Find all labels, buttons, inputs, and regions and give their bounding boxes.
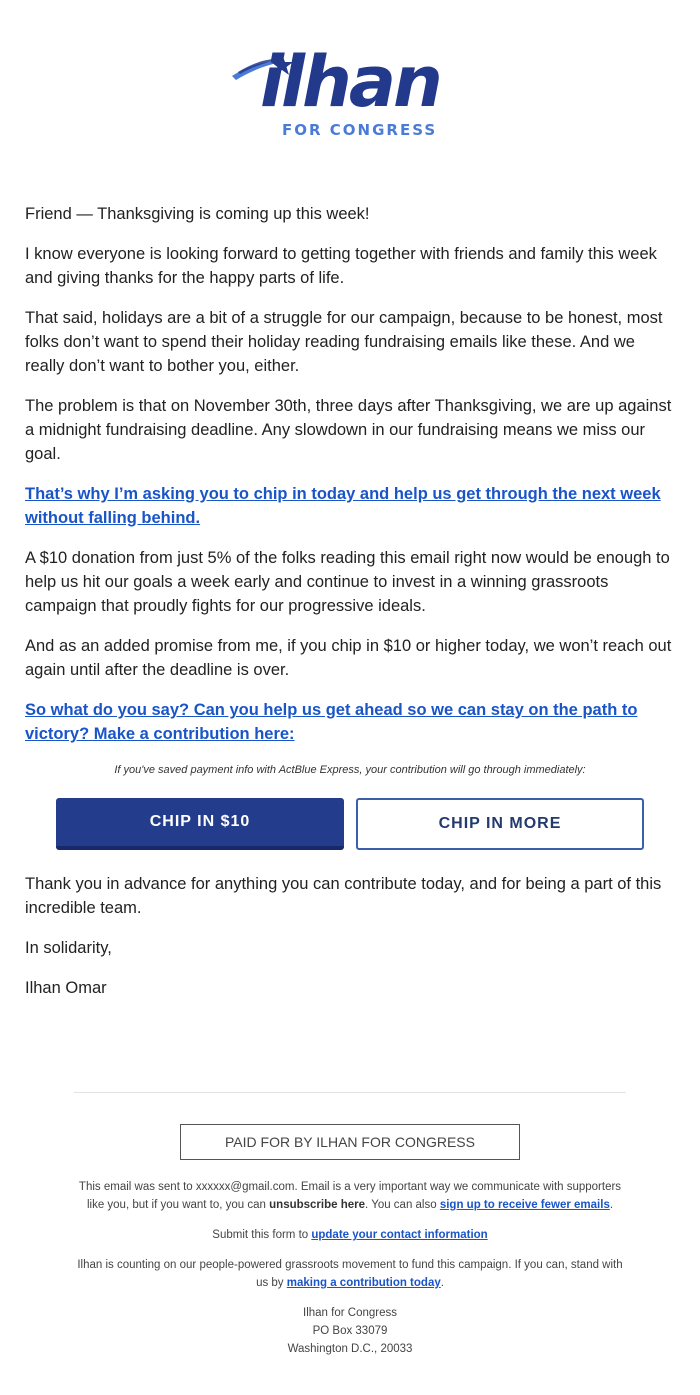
paid-for-disclaimer: PAID FOR BY ILHAN FOR CONGRESS xyxy=(180,1124,520,1160)
logo-subtitle: FOR CONGRESS xyxy=(282,121,438,139)
make-contribution-link[interactable]: making a contribution today xyxy=(286,1277,441,1289)
contribution-link[interactable]: So what do you say? Can you help us get ahead so we can stay on the path to victory? Make a contribution here: xyxy=(25,701,638,743)
fewer-emails-link[interactable]: sign up to receive fewer emails xyxy=(439,1199,610,1211)
recipient-email: xxxxxx@gmail.com xyxy=(195,1181,295,1193)
address-line: Washington D.C., 20033 xyxy=(287,1343,413,1355)
unsubscribe-link[interactable]: unsubscribe here xyxy=(269,1199,366,1211)
actblue-express-note: If you've saved payment info with ActBlue Express, your contribution will go through immediately: xyxy=(114,764,586,776)
donate-button-row xyxy=(25,798,675,850)
body-paragraph: A $10 donation from just 5% of the folks reading this email right now would be enough to help us hit our goals a week early and continue to invest in a winning grassroots campaign that proudly fights for our progressive ideals. xyxy=(25,549,670,615)
greeting-paragraph: Friend — Thanksgiving is coming up this week! xyxy=(25,205,370,223)
email-footer xyxy=(75,1178,625,1358)
email-body xyxy=(25,202,675,1016)
body-paragraph: Thank you in advance for anything you can contribute today, and for being a part of this incredible team. xyxy=(25,875,662,917)
footer-divider xyxy=(74,1092,626,1093)
campaign-logo xyxy=(230,41,470,146)
logo-wordmark: ilhan xyxy=(260,41,440,123)
footer-sent-to: This email was sent to xxxxxx@gmail.com. Email is a very important way we communicate with supporters like you, but if you want to, you can unsubscribe here. You can also sign up to receive fewer emails. xyxy=(78,1181,622,1211)
address-line: PO Box 33079 xyxy=(312,1325,388,1337)
body-paragraph: I know everyone is looking forward to getting together with friends and family this week and giving thanks for the happy parts of life. xyxy=(25,245,657,287)
body-paragraph: The problem is that on November 30th, three days after Thanksgiving, we are up against a midnight fundraising deadline. Any slowdown in our fundraising means we miss our goal. xyxy=(25,397,672,463)
signature: Ilhan Omar xyxy=(25,979,107,997)
address-line: Ilhan for Congress xyxy=(303,1307,397,1319)
mailing-address xyxy=(75,1304,625,1358)
update-contact-link[interactable]: update your contact information xyxy=(311,1229,488,1241)
body-paragraph: And as an added promise from me, if you chip in $10 or higher today, we won’t reach out again until after the deadline is over. xyxy=(25,637,672,679)
body-paragraph: That said, holidays are a bit of a struggle for our campaign, because to be honest, most folks don’t want to spend their holiday reading fundraising emails like these. And we really don’t want to bother you, either. xyxy=(25,309,663,375)
chip-in-10-button[interactable]: CHIP IN $10 xyxy=(56,798,344,850)
chip-in-link[interactable]: That’s why I’m asking you to chip in today and help us get through the next week without falling behind. xyxy=(25,485,661,527)
footer-grassroots: Ilhan is counting on our people-powered grassroots movement to fund this campaign. If you can, stand with us by making a contribution today. xyxy=(77,1259,623,1289)
chip-in-more-button[interactable]: CHIP IN MORE xyxy=(356,798,644,850)
footer-update-info: Submit this form to update your contact information xyxy=(212,1229,488,1241)
closing-text: In solidarity, xyxy=(25,939,112,957)
